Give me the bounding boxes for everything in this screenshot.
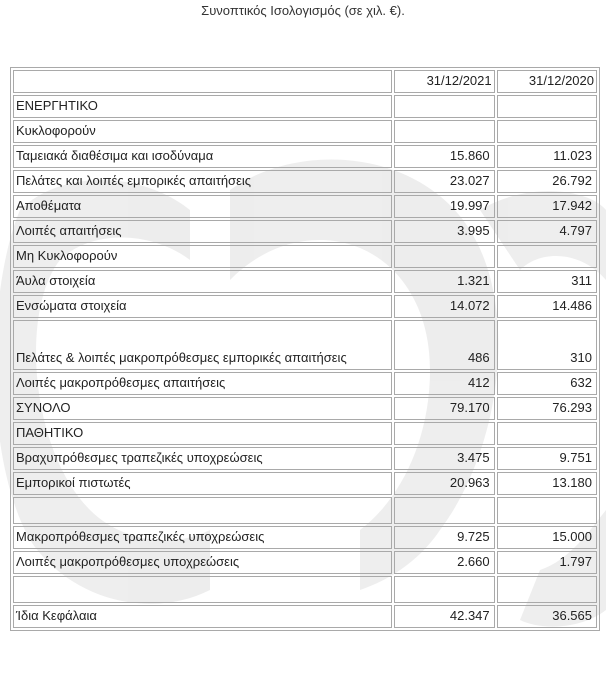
row-value-2020 <box>497 245 597 268</box>
row-value-2021: 15.860 <box>394 145 494 168</box>
row-label: Λοιπές μακροπρόθεσμες απαιτήσεις <box>13 372 392 395</box>
row-value-2021 <box>394 422 494 445</box>
row-label: Μακροπρόθεσμες τραπεζικές υποχρεώσεις <box>13 526 392 549</box>
header-label-cell <box>13 70 392 93</box>
table-row <box>13 95 597 118</box>
table-row <box>13 605 597 628</box>
row-value-2020: 15.000 <box>497 526 597 549</box>
row-label: Αποθέματα <box>13 195 392 218</box>
row-value-2020: 36.565 <box>497 605 597 628</box>
table-row <box>13 372 597 395</box>
row-label: Κυκλοφορούν <box>13 120 392 143</box>
row-value-2020: 632 <box>497 372 597 395</box>
table-row <box>13 220 597 243</box>
row-value-2021 <box>394 497 494 524</box>
table-row <box>13 120 597 143</box>
row-value-2020 <box>497 576 597 603</box>
table-header-row <box>13 70 597 93</box>
row-value-2021 <box>394 245 494 268</box>
row-value-2020: 76.293 <box>497 397 597 420</box>
row-label: ΕΝΕΡΓΗΤΙΚΟ <box>13 95 392 118</box>
table-row <box>13 170 597 193</box>
row-label: Πελάτες & λοιπές μακροπρόθεσμες εμπορικές απαιτήσεις <box>13 320 392 370</box>
table-row <box>13 145 597 168</box>
row-value-2020 <box>497 120 597 143</box>
row-value-2020: 1.797 <box>497 551 597 574</box>
row-value-2021: 412 <box>394 372 494 395</box>
table-row <box>13 245 597 268</box>
table-row <box>13 526 597 549</box>
row-value-2020: 310 <box>497 320 597 370</box>
row-value-2020: 14.486 <box>497 295 597 318</box>
table-row <box>13 497 597 524</box>
row-value-2021: 14.072 <box>394 295 494 318</box>
document-title: Συνοπτικός Ισολογισμός (σε χιλ. €). <box>201 3 405 18</box>
row-value-2021: 3.475 <box>394 447 494 470</box>
table-row <box>13 551 597 574</box>
row-value-2021 <box>394 95 494 118</box>
table-row <box>13 270 597 293</box>
row-label: ΠΑΘΗΤΙΚΟ <box>13 422 392 445</box>
row-value-2021: 9.725 <box>394 526 494 549</box>
balance-sheet-table <box>10 67 600 631</box>
row-label: Άυλα στοιχεία <box>13 270 392 293</box>
row-value-2021: 23.027 <box>394 170 494 193</box>
row-label: Λοιπές μακροπρόθεσμες υποχρεώσεις <box>13 551 392 574</box>
table-row <box>13 320 597 370</box>
row-value-2020: 11.023 <box>497 145 597 168</box>
row-label: Εμπορικοί πιστωτές <box>13 472 392 495</box>
table-row <box>13 447 597 470</box>
row-value-2020: 17.942 <box>497 195 597 218</box>
row-label: Ταμειακά διαθέσιμα και ισοδύναμα <box>13 145 392 168</box>
row-label <box>13 576 392 603</box>
row-value-2021: 20.963 <box>394 472 494 495</box>
row-label: Μη Κυκλοφορούν <box>13 245 392 268</box>
row-value-2021: 19.997 <box>394 195 494 218</box>
row-label <box>13 497 392 524</box>
row-value-2020: 13.180 <box>497 472 597 495</box>
row-value-2021: 2.660 <box>394 551 494 574</box>
row-label: Ίδια Κεφάλαια <box>13 605 392 628</box>
row-value-2020 <box>497 422 597 445</box>
row-value-2020: 26.792 <box>497 170 597 193</box>
table-row <box>13 295 597 318</box>
table-row <box>13 576 597 603</box>
table-row <box>13 397 597 420</box>
row-label: Πελάτες και λοιπές εμπορικές απαιτήσεις <box>13 170 392 193</box>
row-label: Ενσώματα στοιχεία <box>13 295 392 318</box>
row-value-2021: 79.170 <box>394 397 494 420</box>
row-value-2020: 311 <box>497 270 597 293</box>
header-2021: 31/12/2021 <box>394 70 494 93</box>
row-value-2021 <box>394 576 494 603</box>
row-value-2021: 1.321 <box>394 270 494 293</box>
row-value-2020: 4.797 <box>497 220 597 243</box>
row-value-2020 <box>497 497 597 524</box>
row-value-2021: 42.347 <box>394 605 494 628</box>
row-value-2020: 9.751 <box>497 447 597 470</box>
header-2020: 31/12/2020 <box>497 70 597 93</box>
table-row <box>13 422 597 445</box>
row-label: Βραχυπρόθεσμες τραπεζικές υποχρεώσεις <box>13 447 392 470</box>
row-value-2020 <box>497 95 597 118</box>
row-value-2021 <box>394 120 494 143</box>
row-label: Λοιπές απαιτήσεις <box>13 220 392 243</box>
table-row <box>13 195 597 218</box>
row-value-2021: 3.995 <box>394 220 494 243</box>
row-label: ΣΥΝΟΛΟ <box>13 397 392 420</box>
table-row <box>13 472 597 495</box>
row-value-2021: 486 <box>394 320 494 370</box>
